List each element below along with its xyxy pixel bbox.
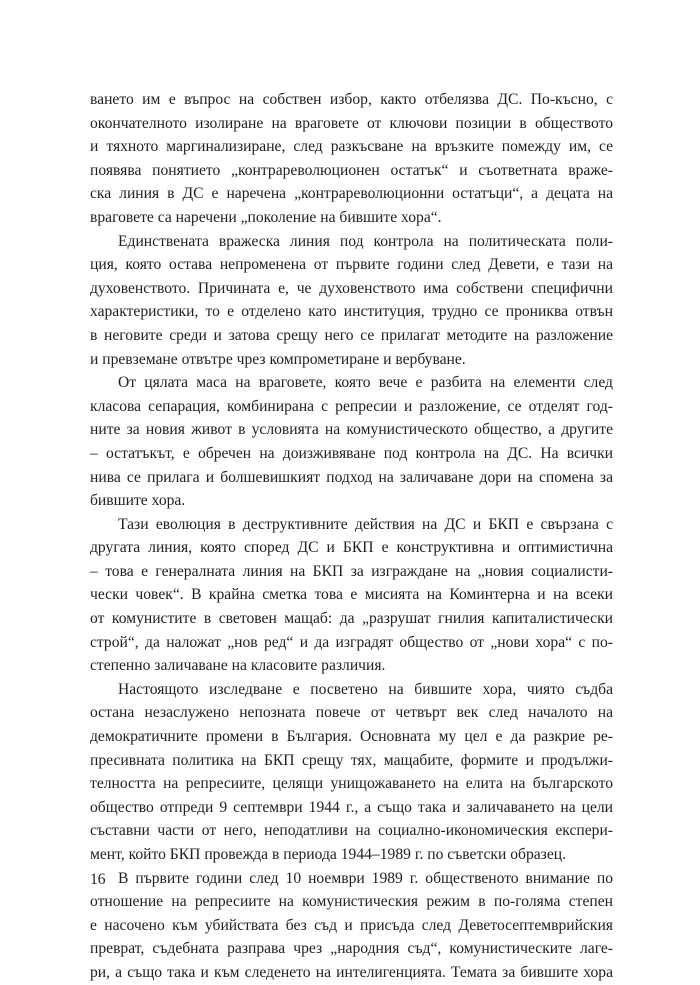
text-line: враговете са наречени „поколение на бившите хора“. bbox=[90, 208, 442, 226]
text-line: остана незаслужено непозната повече от четвърт век след началото на bbox=[90, 704, 613, 722]
text-line: в неговите среди и затова срещу него се прилагат методите на разложение bbox=[90, 326, 613, 344]
text-line: окончателното изолиране на враговете от ключови позиции в обществото bbox=[90, 114, 613, 132]
text-line: е насочено към убийствата без съд и присъда след Деветосептемврийския bbox=[90, 916, 613, 934]
text-line: Единствената вражеска линия под контрола на политическата поли- bbox=[118, 232, 613, 250]
text-line: преврат, съдебната разправа чрез „народния съд“, комунистическите лаге- bbox=[90, 940, 613, 958]
text-line: другата линия, която според ДС и БКП е конструктивна и оптимистична bbox=[90, 539, 613, 557]
text-line: и превземане отвътре чрез компрометиране и вербуване. bbox=[90, 350, 466, 368]
text-line: мент, който БКП провежда в периода 1944–1989 г. по съветски образец. bbox=[90, 846, 566, 863]
text-line: чески човек“. В крайна сметка това е мисията на Коминтерна и на всеки bbox=[90, 586, 613, 604]
text-line: от комунистите в световен мащаб: да „разрушат гнилия капиталистически bbox=[90, 610, 613, 628]
text-line: общество отпреди 9 септември 1944 г., а също така и заличаването на цели bbox=[90, 798, 613, 816]
text-line: класова сепарация, комбинирана с репресии и разложение, се отделят год- bbox=[90, 397, 613, 415]
text-line: пресивната политика на БКП срещу тях, мащабите, формите и продължи- bbox=[90, 751, 613, 769]
text-line: Тази еволюция в деструктивните действия на ДС и БКП е свързана с bbox=[118, 515, 613, 533]
text-line: характеристики, то е отделено като институция, трудно се прониква отвън bbox=[90, 303, 613, 321]
text-line: От цялата маса на враговете, която вече е разбита на елементи след bbox=[118, 374, 613, 392]
text-line: Настоящото изследване е посветено на бившите хора, чиято съдба bbox=[118, 680, 613, 698]
text-line: строй“, да наложат „нов ред“ и да изградят общество от „нови хора“ с по- bbox=[90, 633, 613, 651]
text-line: – остатъкът, е обречен на доизживяване под контрола на ДС. На всички bbox=[90, 444, 613, 462]
body-text bbox=[90, 88, 613, 985]
text-line: отношение на репресиите на комунистическия режим в по-голяма степен bbox=[90, 893, 613, 911]
text-line: появява понятието „контрареволюционен остатък“ и съответната враже- bbox=[90, 161, 613, 179]
text-line: В първите години след 10 ноември 1989 г. общественото внимание по bbox=[118, 869, 613, 887]
text-line: ска линия в ДС е наречена „контрареволюционни остатъци“, а децата на bbox=[90, 185, 613, 203]
page-number: 16 bbox=[90, 871, 106, 888]
text-line: телността на репресиите, целящи унищожаването на елита на българското bbox=[90, 775, 613, 793]
text-line: степенно заличаване на класовите различия. bbox=[90, 657, 386, 675]
text-line: съставни части от него, неподатливи на социално-икономическия експери- bbox=[90, 822, 613, 840]
text-line: демократичните промени в България. Основната му цел е да разкрие ре- bbox=[90, 728, 613, 746]
text-line: – това е генералната линия на БКП за изграждане на „новия социалисти- bbox=[90, 562, 613, 580]
text-line: нива се прилага и болшевишкият подход на заличаване дори на спомена за bbox=[90, 468, 613, 486]
text-line: и тяхното маргинализиране, след разкъсване на връзките помежду им, се bbox=[90, 138, 613, 156]
text-line: ването им е въпрос на собствен избор, както отбелязва ДС. По-късно, с bbox=[90, 91, 613, 108]
text-line: ри, а също така и към следенето на интелигенцията. Темата за бившите хора bbox=[90, 963, 613, 981]
text-line: ция, която остава непроменена от първите години след Девети, е тази на bbox=[90, 256, 613, 274]
text-line: ните за новия живот в условията на комунистическото общество, а другите bbox=[90, 421, 613, 439]
text-line: духовенството. Причината е, че духовенството има собствени специфични bbox=[90, 279, 613, 297]
text-line: бившите хора. bbox=[90, 492, 186, 510]
